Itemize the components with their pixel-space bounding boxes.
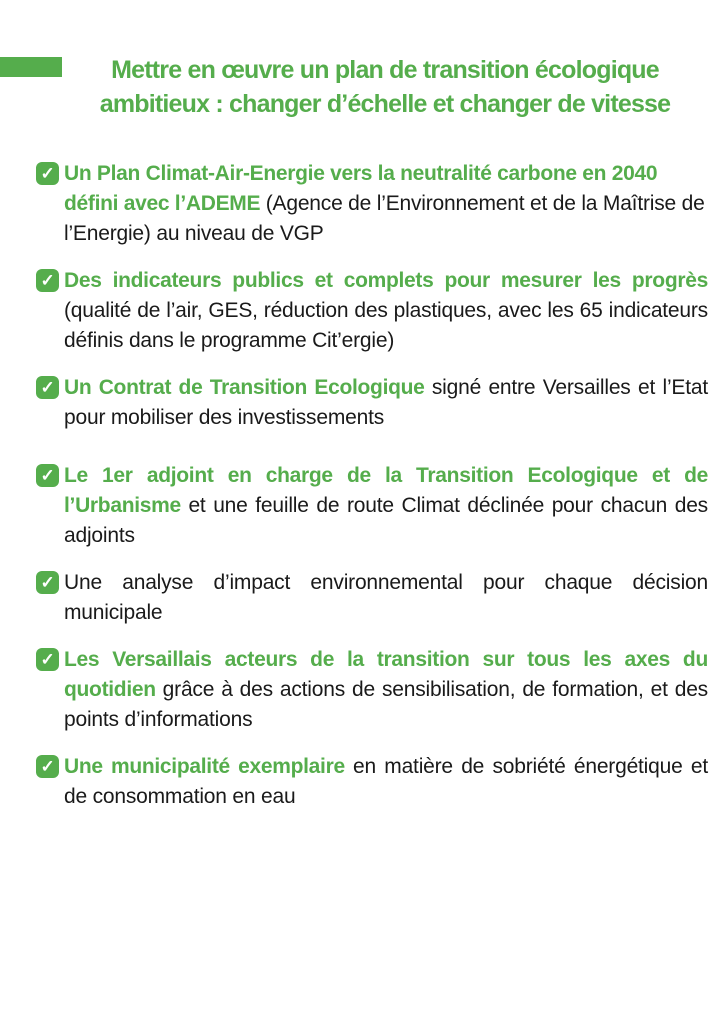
page-title-line-2: ambitieux : changer d’échelle et changer de vitesse [99,90,671,118]
page-title-line-1: Mettre en œuvre un plan de transition écologique [111,56,659,84]
checkmark-icon: ✓ [36,464,59,487]
item-text-body: Une analyse d’impact environnemental pour chaque décision municipale [64,571,708,624]
checklist-item [36,373,708,433]
checkmark-icon: ✓ [36,571,59,594]
checklist-item [36,645,708,735]
checkmark-icon: ✓ [36,648,59,671]
item-text-body: grâce à des actions de sensibilisation, de formation, et des points d’informations [64,678,708,731]
item-text-highlight: Le 1er adjoint en charge de la Transition Ecologique et de l’Urbanisme [64,464,708,517]
item-text-highlight: Un Contrat de Transition Ecologique [64,376,432,399]
item-text-body: en matière de sobriété énergétique et de consommation en eau [64,755,708,808]
checkmark-icon: ✓ [36,162,59,185]
checklist-item [36,568,708,628]
page-title [62,53,708,121]
item-text-highlight: Une municipalité exemplaire [64,755,354,778]
checklist-item [36,461,708,551]
item-text-highlight: Des indicateurs publics et complets pour mesurer les progrès [64,269,708,292]
item-text-body: (Agence de l’Environnement et de la Maîtrise de l’Energie) au niveau de VGP [64,192,705,245]
checklist-item [36,752,708,812]
item-text-highlight: Un Plan Climat-Air-Energie vers la neutralité carbone en 2040 défini avec l’ADEME [64,162,658,215]
item-text-body: signé entre Versailles et l’Etat pour mobiliser des investissements [64,376,708,429]
checklist [0,159,724,812]
page-header [0,0,724,121]
checkmark-icon: ✓ [36,755,59,778]
item-text-body: et une feuille de route Climat déclinée pour chacun des adjoints [64,494,708,547]
item-text-highlight: Les Versaillais acteurs de la transition sur tous les axes du quotidien [64,648,708,701]
green-accent-bar [0,57,62,77]
item-text-body: (qualité de l’air, GES, réduction des plastiques, avec les 65 indicateurs définis dans le programme Cit’ergie) [64,299,708,352]
checkmark-icon: ✓ [36,376,59,399]
checklist-item [36,266,708,356]
checklist-item [36,159,708,249]
checkmark-icon: ✓ [36,269,59,292]
